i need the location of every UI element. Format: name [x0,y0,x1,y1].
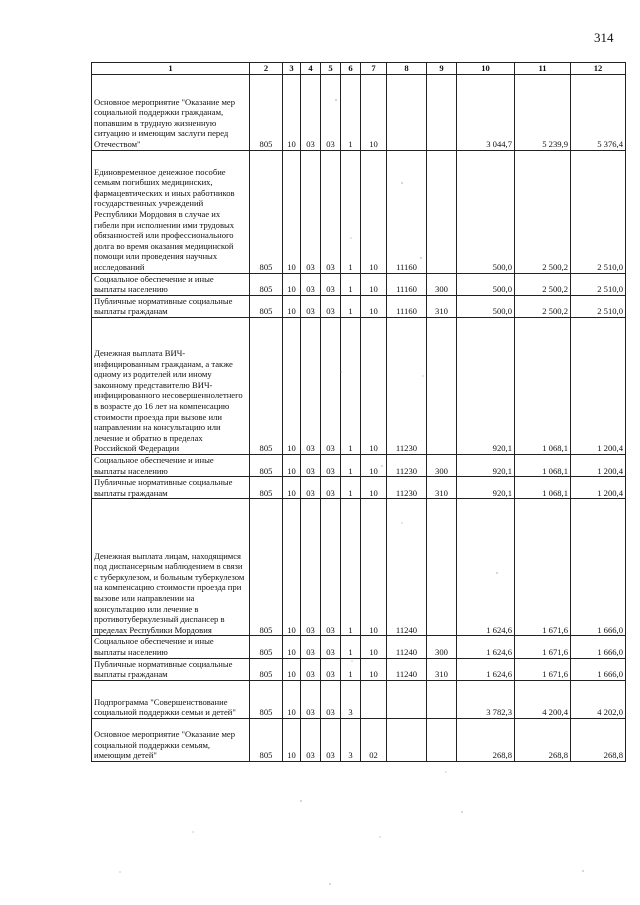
amount-col-11: 2 500,2 [515,295,571,317]
row-description: Подпрограмма "Совершенствование социальной поддержки семьи и детей" [92,680,250,718]
table-row [92,477,626,499]
section-code: 10 [283,658,301,680]
subsection-code: 03 [301,636,321,658]
direction-code: 11230 [387,454,427,476]
row-description: Денежная выплата лицам, находящимся под диспансерным наблюдением в связи с туберкулезом, и больным туберкулезом на компенсацию стоимости проезда при вызове или направлении на консультацию или лечение в противотуберкулезный диспансер в пределах Республики Мордовия [92,499,250,636]
table-row [92,718,626,761]
amount-col-10: 500,0 [457,273,515,295]
section-code: 10 [283,317,301,454]
subprogram-code: 1 [341,273,361,295]
activity-code: 10 [361,74,387,150]
subprogram-code: 1 [341,658,361,680]
expense-type-code: 310 [427,658,457,680]
row-description: Публичные нормативные социальные выплаты гражданам [92,295,250,317]
amount-col-10: 920,1 [457,454,515,476]
subprogram-code: 1 [341,636,361,658]
program-code: 03 [321,680,341,718]
subsection-code: 03 [301,499,321,636]
table-row [92,295,626,317]
activity-code: 10 [361,636,387,658]
amount-col-11: 1 671,6 [515,636,571,658]
activity-code [361,680,387,718]
direction-code: 11160 [387,150,427,273]
direction-code: 11230 [387,317,427,454]
column-header: 3 [283,63,301,75]
subprogram-code: 1 [341,74,361,150]
amount-col-10: 500,0 [457,295,515,317]
section-code: 10 [283,680,301,718]
admin-code: 805 [250,273,283,295]
amount-col-12: 2 510,0 [571,150,626,273]
subsection-code: 03 [301,454,321,476]
amount-col-12: 1 200,4 [571,454,626,476]
admin-code: 805 [250,150,283,273]
column-header: 12 [571,63,626,75]
amount-col-10: 500,0 [457,150,515,273]
program-code: 03 [321,74,341,150]
amount-col-10: 268,8 [457,718,515,761]
column-header: 11 [515,63,571,75]
activity-code: 10 [361,477,387,499]
amount-col-10: 1 624,6 [457,499,515,636]
column-header-row [92,63,626,75]
amount-col-11: 2 500,2 [515,150,571,273]
amount-col-10: 3 044,7 [457,74,515,150]
admin-code: 805 [250,74,283,150]
activity-code: 02 [361,718,387,761]
activity-code: 10 [361,273,387,295]
subsection-code: 03 [301,317,321,454]
expense-type-code: 300 [427,454,457,476]
subprogram-code: 1 [341,317,361,454]
direction-code [387,718,427,761]
subprogram-code: 1 [341,499,361,636]
program-code: 03 [321,295,341,317]
table-row [92,454,626,476]
row-description: Публичные нормативные социальные выплаты гражданам [92,477,250,499]
direction-code: 11160 [387,295,427,317]
amount-col-12: 1 666,0 [571,499,626,636]
activity-code: 10 [361,295,387,317]
expense-type-code [427,718,457,761]
table-row [92,680,626,718]
activity-code: 10 [361,499,387,636]
subprogram-code: 1 [341,477,361,499]
row-description: Денежная выплата ВИЧ-инфицированным гражданам, а также одному из родителей или иному законному представителю ВИЧ-инфицированного несовершеннолетнего в возрасте до 16 лет на компенсацию стоимости проезда при вызове или направлении на консультацию или лечение и обратно в пределах Российской Федерации [92,317,250,454]
row-description: Основное мероприятие "Оказание мер социальной поддержки гражданам, попавшим в трудную жизненную ситуацию и имеющим заслуги перед Отечеством" [92,74,250,150]
section-code: 10 [283,477,301,499]
amount-col-12: 1 200,4 [571,317,626,454]
admin-code: 805 [250,636,283,658]
subprogram-code: 1 [341,150,361,273]
activity-code: 10 [361,317,387,454]
row-description: Публичные нормативные социальные выплаты гражданам [92,658,250,680]
subsection-code: 03 [301,295,321,317]
expense-type-code: 300 [427,636,457,658]
amount-col-10: 1 624,6 [457,636,515,658]
program-code: 03 [321,454,341,476]
direction-code: 11230 [387,477,427,499]
program-code: 03 [321,658,341,680]
activity-code: 10 [361,150,387,273]
expense-type-code: 310 [427,295,457,317]
subprogram-code: 3 [341,680,361,718]
admin-code: 805 [250,680,283,718]
expense-type-code [427,680,457,718]
table-row [92,150,626,273]
column-header: 4 [301,63,321,75]
amount-col-11: 1 068,1 [515,317,571,454]
amount-col-11: 2 500,2 [515,273,571,295]
section-code: 10 [283,74,301,150]
admin-code: 805 [250,317,283,454]
direction-code [387,74,427,150]
expense-type-code [427,499,457,636]
amount-col-11: 1 068,1 [515,454,571,476]
section-code: 10 [283,295,301,317]
expense-type-code [427,150,457,273]
table-row [92,74,626,150]
expense-type-code: 300 [427,273,457,295]
program-code: 03 [321,477,341,499]
amount-col-10: 920,1 [457,317,515,454]
amount-col-10: 920,1 [457,477,515,499]
column-header: 5 [321,63,341,75]
amount-col-12: 1 200,4 [571,477,626,499]
table-row [92,499,626,636]
table-row [92,317,626,454]
amount-col-10: 1 624,6 [457,658,515,680]
activity-code: 10 [361,658,387,680]
subsection-code: 03 [301,718,321,761]
subprogram-code: 3 [341,718,361,761]
column-header: 9 [427,63,457,75]
row-description: Социальное обеспечение и иные выплаты населению [92,454,250,476]
amount-col-11: 5 239,9 [515,74,571,150]
subsection-code: 03 [301,680,321,718]
admin-code: 805 [250,295,283,317]
subsection-code: 03 [301,273,321,295]
row-description: Социальное обеспечение и иные выплаты населению [92,636,250,658]
admin-code: 805 [250,454,283,476]
amount-col-12: 4 202,0 [571,680,626,718]
row-description: Единовременное денежное пособие семьям погибших медицинских, фармацевтических и иных работников государственных учреждений Республики Мордовия в случае их гибели при исполнении ими трудовых обязанностей или профессионального долга во время оказания медицинской помощи или проведения научных исследований [92,150,250,273]
amount-col-12: 1 666,0 [571,658,626,680]
section-code: 10 [283,150,301,273]
expense-type-code [427,317,457,454]
section-code: 10 [283,636,301,658]
program-code: 03 [321,718,341,761]
admin-code: 805 [250,477,283,499]
direction-code: 11240 [387,636,427,658]
subsection-code: 03 [301,150,321,273]
section-code: 10 [283,273,301,295]
amount-col-11: 1 671,6 [515,658,571,680]
amount-col-11: 4 200,4 [515,680,571,718]
column-header: 6 [341,63,361,75]
direction-code [387,680,427,718]
row-description: Основное мероприятие "Оказание мер социальной поддержки семьям, имеющим детей" [92,718,250,761]
section-code: 10 [283,499,301,636]
column-header: 8 [387,63,427,75]
page-number: 314 [594,30,614,45]
section-code: 10 [283,454,301,476]
amount-col-11: 1 671,6 [515,499,571,636]
amount-col-12: 2 510,0 [571,273,626,295]
amount-col-12: 5 376,4 [571,74,626,150]
direction-code: 11160 [387,273,427,295]
subprogram-code: 1 [341,295,361,317]
section-code: 10 [283,718,301,761]
subsection-code: 03 [301,74,321,150]
program-code: 03 [321,273,341,295]
table-row [92,636,626,658]
budget-table [91,62,626,762]
program-code: 03 [321,317,341,454]
column-header: 10 [457,63,515,75]
expense-type-code: 310 [427,477,457,499]
column-header: 1 [92,63,250,75]
amount-col-11: 1 068,1 [515,477,571,499]
table-row [92,658,626,680]
subprogram-code: 1 [341,454,361,476]
direction-code: 11240 [387,499,427,636]
subsection-code: 03 [301,658,321,680]
row-description: Социальное обеспечение и иные выплаты населению [92,273,250,295]
program-code: 03 [321,636,341,658]
amount-col-10: 3 782,3 [457,680,515,718]
admin-code: 805 [250,718,283,761]
amount-col-12: 1 666,0 [571,636,626,658]
program-code: 03 [321,499,341,636]
subsection-code: 03 [301,477,321,499]
program-code: 03 [321,150,341,273]
amount-col-12: 2 510,0 [571,295,626,317]
column-header: 7 [361,63,387,75]
column-header: 2 [250,63,283,75]
admin-code: 805 [250,658,283,680]
expense-type-code [427,74,457,150]
admin-code: 805 [250,499,283,636]
amount-col-11: 268,8 [515,718,571,761]
direction-code: 11240 [387,658,427,680]
amount-col-12: 268,8 [571,718,626,761]
activity-code: 10 [361,454,387,476]
table-row [92,273,626,295]
